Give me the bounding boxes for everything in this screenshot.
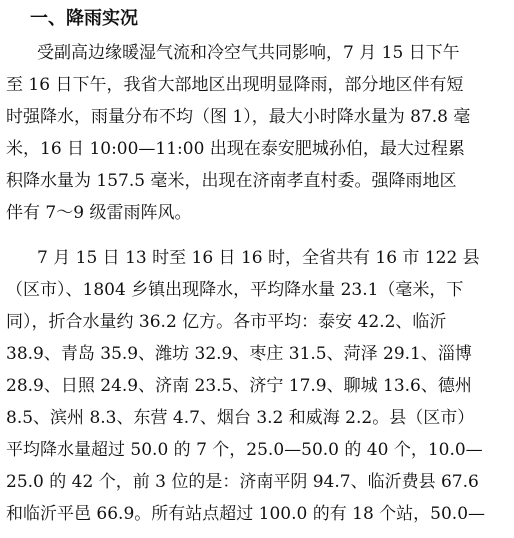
paragraph-2-line-6: 8.5、滨州 8.3、东营 4.7、烟台 3.2 和威海 2.2。县（区市） — [6, 408, 475, 428]
paragraph-1-line-6: 伴有 7～9 级雷雨阵风。 — [6, 203, 192, 223]
paragraph-1-line-4: 米，16 日 10:00—11:00 出现在泰安肥城孙伯，最大过程累 — [6, 139, 465, 159]
paragraph-2-line-3: 同），折合水量约 36.2 亿方。各市平均：泰安 42.2、临沂 — [6, 312, 447, 332]
paragraph-2-line-7: 平均降水量超过 50.0 的 7 个，25.0—50.0 的 40 个，10.0— — [6, 440, 483, 460]
paragraph-1-line-1: 受副高边缘暖湿气流和冷空气共同影响，7 月 15 日下午 — [37, 43, 460, 63]
paragraph-1-line-5: 积降水量为 157.5 毫米，出现在济南孝直村委。强降雨地区 — [6, 171, 457, 191]
paragraph-2-line-1: 7 月 15 日 13 时至 16 日 16 时，全省共有 16 市 122 县 — [37, 248, 480, 268]
paragraph-1-line-3: 时强降水，雨量分布不均（图 1），最大小时降水量为 87.8 毫 — [6, 107, 471, 127]
paragraph-2-line-5: 28.9、日照 24.9、济南 23.5、济宁 17.9、聊城 13.6、德州 — [6, 376, 472, 396]
paragraph-1-line-2: 至 16 日下午，我省大部地区出现明显降雨，部分地区伴有短 — [6, 75, 464, 95]
section-heading: 一、降雨实况 — [30, 8, 138, 29]
paragraph-2-line-8: 25.0 的 42 个，前 3 位的是：济南平阴 94.7、临沂费县 67.6 — [6, 472, 479, 492]
paragraph-2-line-9: 和临沂平邑 66.9。所有站点超过 100.0 的有 18 个站，50.0— — [6, 504, 486, 524]
paragraph-2-line-2: （区市）、1804 乡镇出现降水，平均降水量 23.1（毫米，下 — [6, 280, 464, 300]
paragraph-2-line-4: 38.9、青岛 35.9、潍坊 32.9、枣庄 31.5、菏泽 29.1、淄博 — [6, 344, 472, 364]
